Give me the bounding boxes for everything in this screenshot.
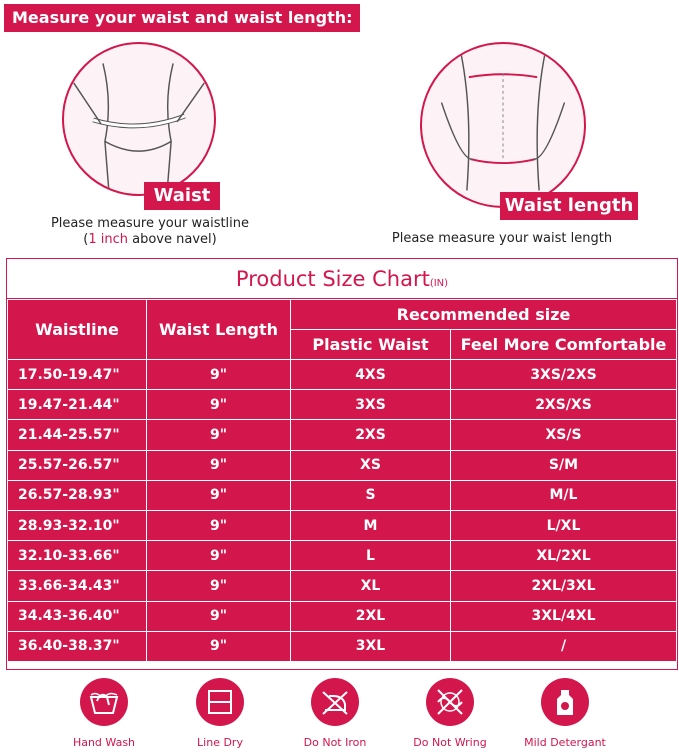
mild-detergent-icon [541, 678, 589, 726]
waist-measure-illustration [62, 42, 216, 196]
header-waistline: Waistline [8, 300, 147, 360]
care-do-not-wring: Do Not Wring [400, 678, 500, 749]
line-dry-icon [196, 678, 244, 726]
waist-caption: Please measure your waistline (1 inch above navel) [50, 216, 250, 247]
table-row: 36.40-38.37" 9" 3XL / [8, 631, 677, 661]
table-row: 19.47-21.44" 9" 3XS 2XS/XS [8, 390, 677, 420]
table-row: 17.50-19.47" 9" 4XS 3XS/2XS [8, 360, 677, 390]
do-not-wring-icon [426, 678, 474, 726]
header-recommended: Recommended size [291, 300, 677, 330]
table-row: 32.10-33.66" 9" L XL/2XL [8, 541, 677, 571]
table-row: 33.66-34.43" 9" XL 2XL/3XL [8, 571, 677, 601]
care-do-not-iron: Do Not Iron [285, 678, 385, 749]
table-row: 25.57-26.57" 9" XS S/M [8, 450, 677, 480]
size-chart [6, 258, 678, 670]
table-row: 28.93-32.10" 9" M L/XL [8, 510, 677, 540]
header-waist-length: Waist Length [147, 300, 291, 360]
waist-length-caption: Please measure your waist length [391, 231, 613, 246]
do-not-iron-icon [311, 678, 359, 726]
table-row: 26.57-28.93" 9" S M/L [8, 480, 677, 510]
chart-title: Product Size Chart(IN) [7, 259, 677, 299]
header-comfortable: Feel More Comfortable [451, 330, 677, 360]
waist-length-illustration [420, 42, 586, 208]
table-row: 21.44-25.57" 9" 2XS XS/S [8, 420, 677, 450]
caption-highlight: 1 inch [88, 232, 128, 247]
size-table [7, 299, 677, 662]
chart-unit: (IN) [429, 278, 449, 289]
header-plastic-waist: Plastic Waist [291, 330, 451, 360]
care-hand-wash: Hand Wash [54, 678, 154, 749]
hand-wash-icon [80, 678, 128, 726]
section-banner: Measure your waist and waist length: [4, 4, 360, 32]
care-line-dry: Line Dry [170, 678, 270, 749]
table-row: 34.43-36.40" 9" 2XL 3XL/4XL [8, 601, 677, 631]
waist-tag: Waist [144, 182, 220, 210]
care-mild-detergent: Mild Detergant [515, 678, 615, 749]
waist-length-tag: Waist length [500, 192, 638, 220]
